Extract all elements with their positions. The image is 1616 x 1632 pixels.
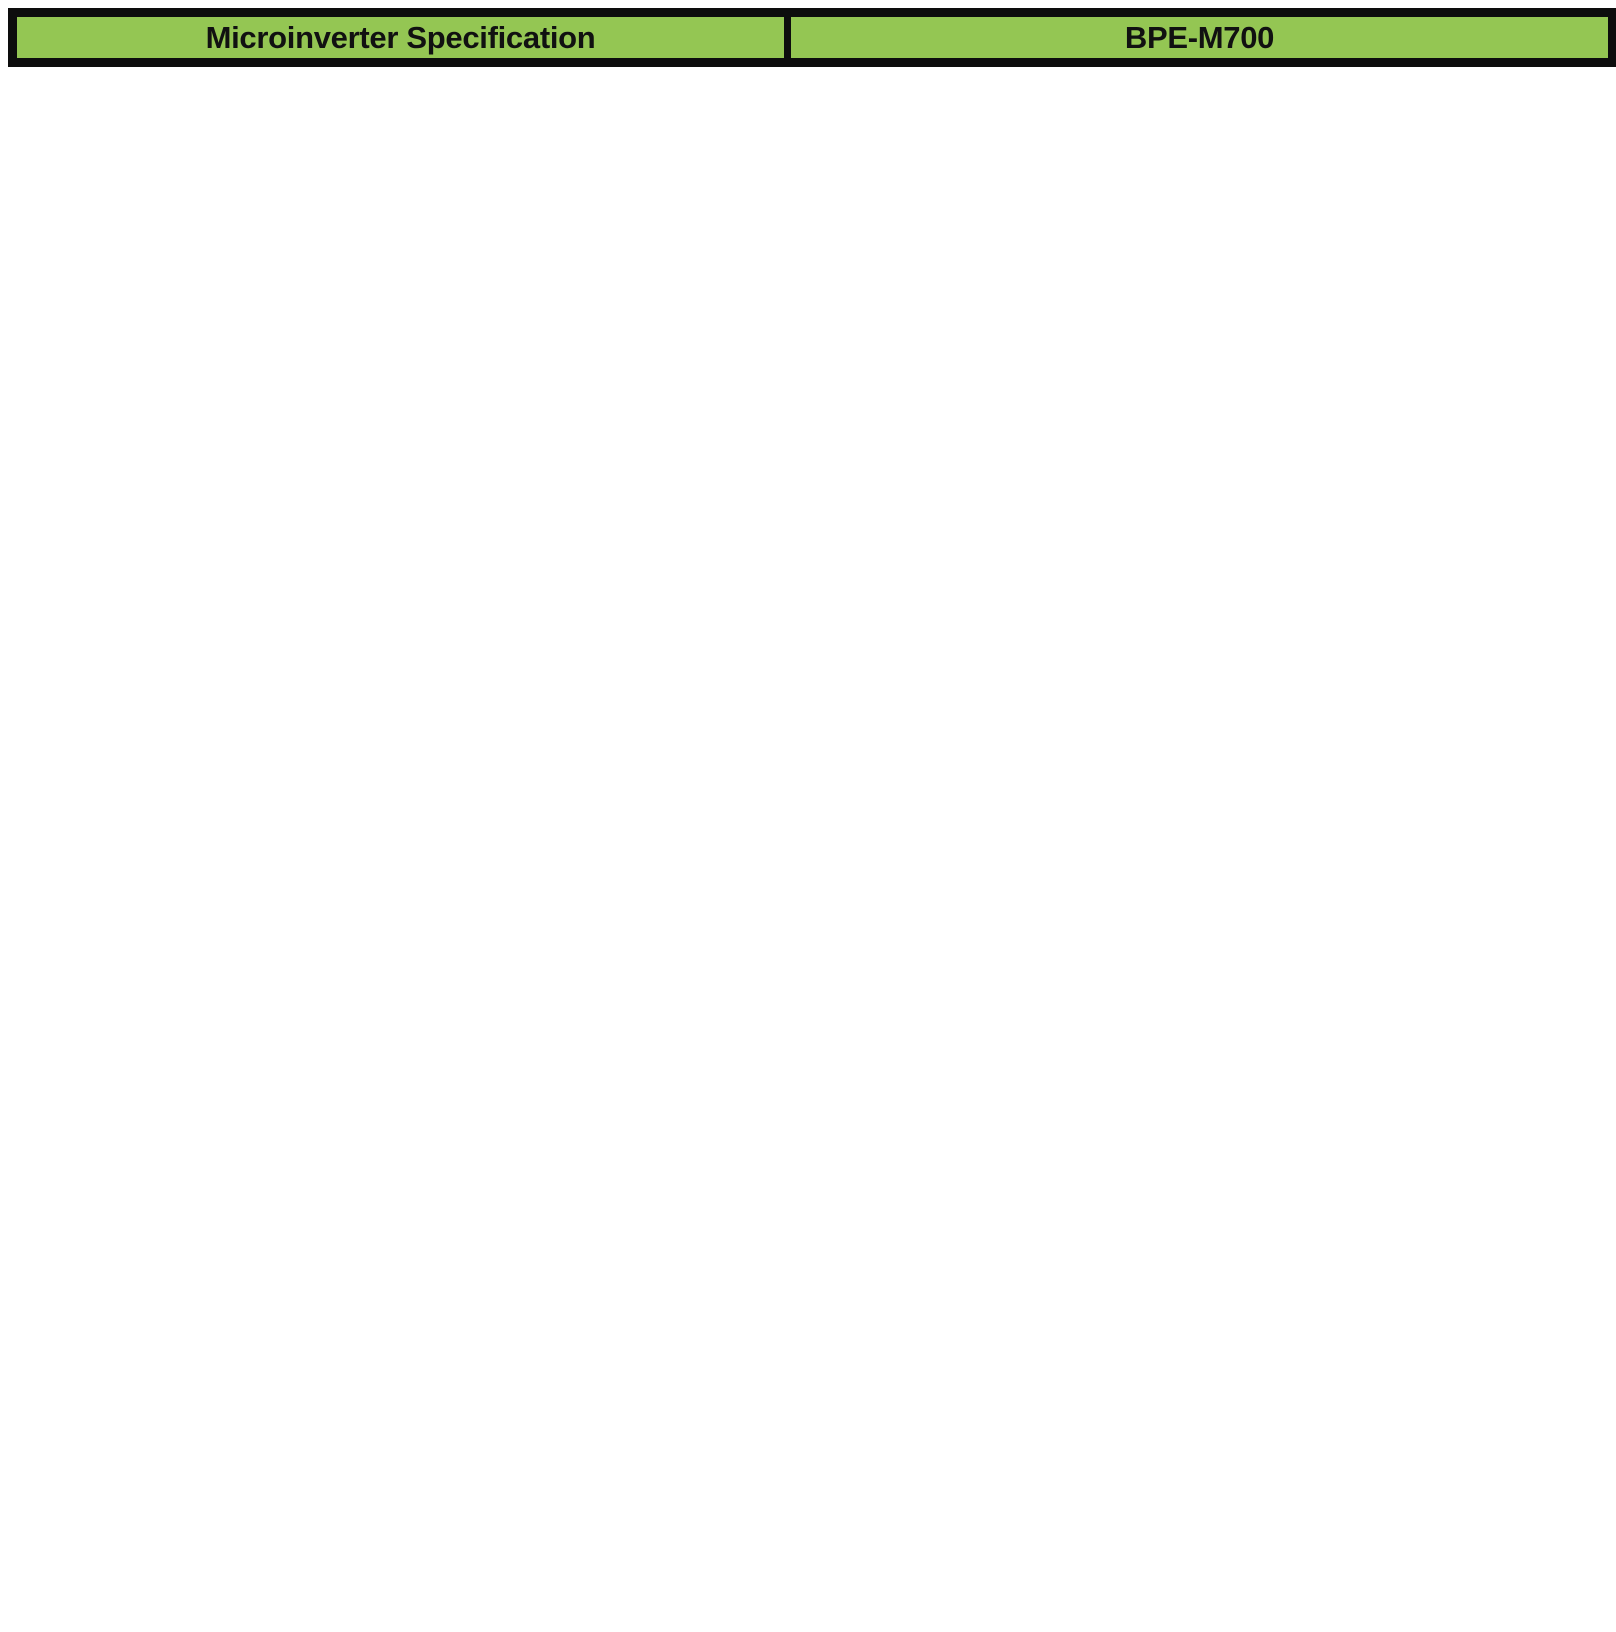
- spec-table: [8, 8, 1616, 67]
- header-model-title: BPE-M700: [788, 13, 1613, 63]
- header-spec-title: Microinverter Specification: [13, 13, 788, 63]
- table-header-row: [13, 13, 1613, 63]
